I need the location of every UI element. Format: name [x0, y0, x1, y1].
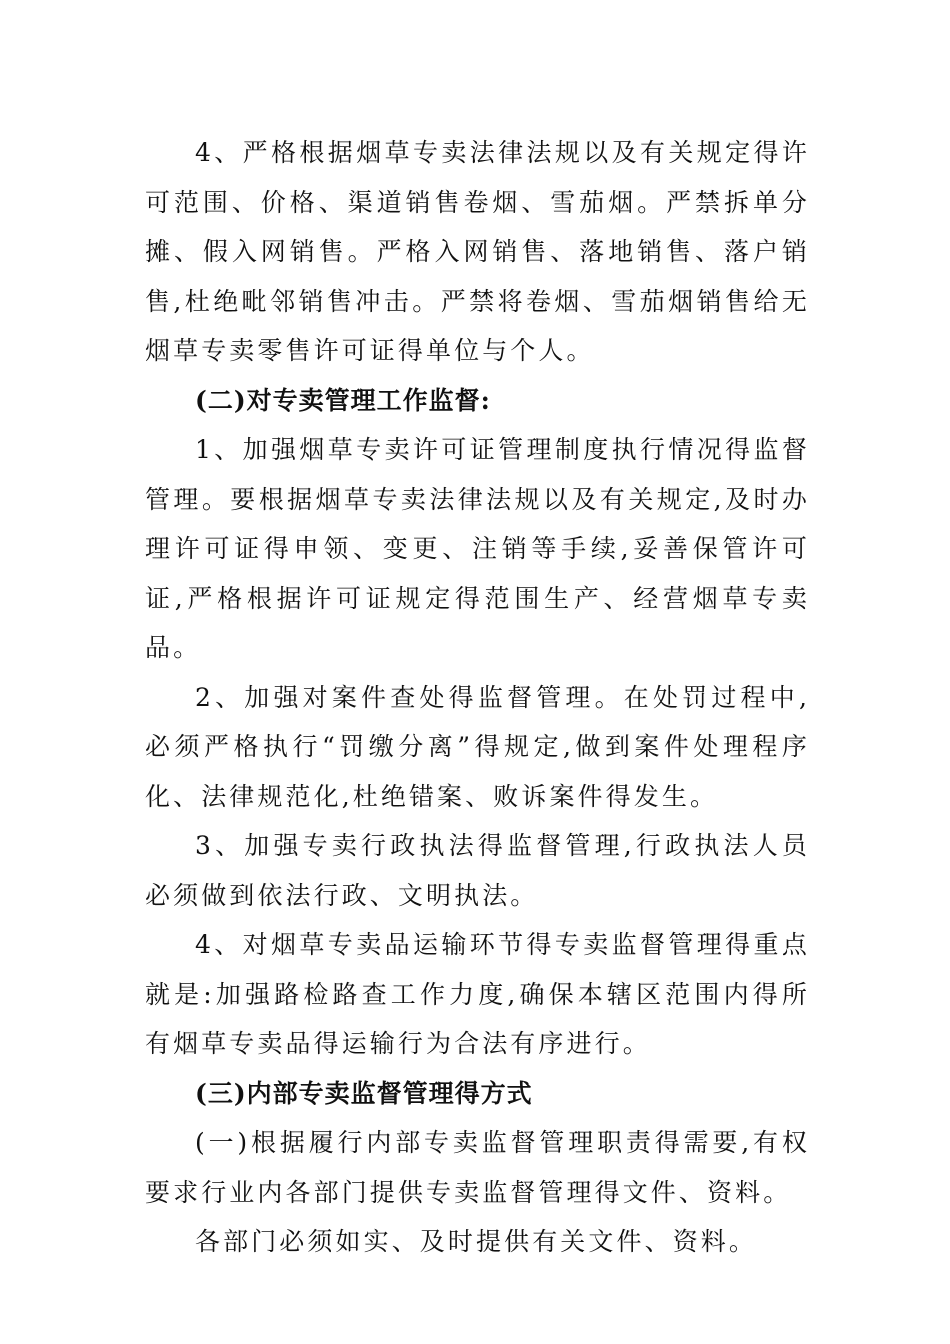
- paragraph-law-enforcement: 3、加强专卖行政执法得监督管理,行政执法人员必须做到依法行政、文明执法。: [145, 831, 810, 910]
- paragraph-case-handling: 2、加强对案件查处得监督管理。在处罚过程中,必须严格执行“罚缴分离”得规定,做到案件处理程序化、法律规范化,杜绝错案、败诉案件得发生。: [145, 682, 810, 811]
- paragraph-document-request-right: (一)根据履行内部专卖监督管理职责得需要,有权要求行业内各部门提供专卖监督管理得文件、资料。: [145, 1128, 810, 1207]
- section-heading-monopoly-supervision: (二)对专卖管理工作监督:: [195, 385, 491, 415]
- document-body: [145, 128, 810, 1267]
- paragraph-document-provision-duty: 各部门必须如实、及时提供有关文件、资料。: [195, 1227, 758, 1256]
- paragraph-transport-supervision: 4、对烟草专卖品运输环节得专卖监督管理得重点就是:加强路检路查工作力度,确保本辖区范围内得所有烟草专卖品得运输行为合法有序进行。: [145, 930, 810, 1058]
- section-heading-internal-supervision-methods: (三)内部专卖监督管理得方式: [195, 1078, 533, 1108]
- paragraph-license-supervision: 1、加强烟草专卖许可证管理制度执行情况得监督管理。要根据烟草专卖法律法规以及有关规定,及时办理许可证得申领、变更、注销等手续,妥善保管许可证,严格根据许可证规定得范围生产、经营烟草专卖品。: [145, 435, 810, 662]
- paragraph-retail-sales-rules: 4、严格根据烟草专卖法律法规以及有关规定得许可范围、价格、渠道销售卷烟、雪茄烟。严禁拆单分摊、假入网销售。严格入网销售、落地销售、落户销售,杜绝毗邻销售冲击。严禁将卷烟、雪茄烟销售给无烟草专卖零售许可证得单位与个人。: [145, 138, 810, 365]
